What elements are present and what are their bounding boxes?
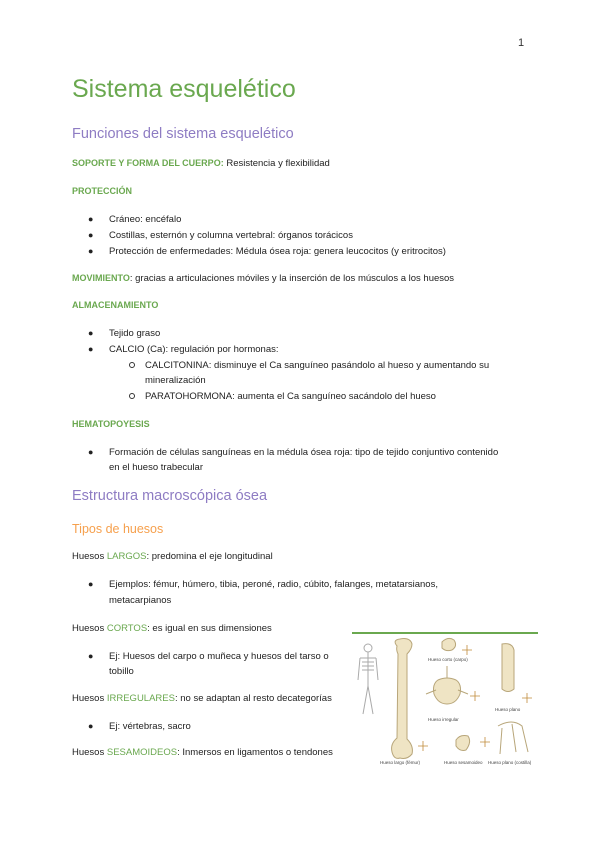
bullet-icon: ● — [88, 230, 94, 240]
soporte-label: SOPORTE Y FORMA DEL CUERPO: — [72, 158, 224, 168]
largos-line: Huesos LARGOS: predomina el eje longitudinal — [72, 551, 273, 562]
bullet-icon: ● — [88, 651, 94, 661]
hematopoyesis-line-2: en el hueso trabecular — [109, 462, 204, 473]
movimiento-line — [72, 272, 454, 285]
soporte-line — [72, 157, 330, 170]
vertebra-icon — [426, 666, 468, 704]
almacenamiento-label: ALMACENAMIENTO — [72, 300, 159, 310]
bullet-icon: ● — [88, 721, 94, 731]
figure-label: Hueso plano — [495, 707, 521, 712]
page-number: 1 — [518, 37, 525, 49]
circle-bullet-icon — [129, 393, 135, 399]
movimiento-text: : gracias a articulaciones móviles y la inserción de los músculos a los huesos — [129, 273, 455, 284]
carpal-bone-icon — [442, 638, 456, 650]
paratohormona-line: PARATOHORMONA: aumenta el Ca sanguíneo sacándolo del hueso — [145, 391, 436, 402]
movimiento-label: MOVIMIENTO — [72, 273, 130, 283]
largos-label: LARGOS — [106, 551, 147, 562]
cortos-line-2: tobillo — [109, 666, 134, 677]
bone-types-figure — [352, 632, 538, 768]
bullet-icon: ● — [88, 328, 94, 338]
calcitonina-line: CALCITONINA: disminuye el Ca sanguíneo pasándolo al hueso y aumentando su — [145, 360, 490, 371]
heading-estructura: Estructura macroscópica ósea — [72, 488, 268, 504]
calcitonina-line-2: mineralización — [145, 375, 206, 386]
subheading-tipos: Tipos de huesos — [72, 522, 164, 536]
skeleton-icon — [358, 644, 378, 714]
bullet-icon: ● — [88, 344, 94, 354]
proteccion-label: PROTECCIÓN — [72, 186, 133, 196]
bullet-icon: ● — [88, 246, 94, 256]
femur-icon — [392, 639, 413, 759]
figure-label: Hueso corto (carpo) — [428, 657, 468, 662]
figure-label: Hueso irregular — [428, 717, 459, 722]
sesamoideos-label: SESAMOIDEOS — [106, 747, 178, 758]
bullet-icon: ● — [88, 447, 94, 457]
largos-line-2: metacarpianos — [109, 595, 172, 606]
irregulares-label: IRREGULARES — [106, 693, 175, 704]
bone-illustration — [352, 634, 538, 768]
cortos-line: Huesos CORTOS: es igual en sus dimensiones — [72, 623, 272, 634]
bullet-icon: ● — [88, 579, 94, 589]
figure-label: Hueso sesamoideo — [444, 760, 483, 765]
figure-label: Hueso largo (fémur) — [380, 760, 421, 765]
figure-label: Hueso plano (costilla) — [488, 760, 532, 765]
soporte-text: Resistencia y flexibilidad — [223, 158, 330, 169]
bullet-icon: ● — [88, 214, 94, 224]
patella-icon — [456, 736, 470, 751]
cortos-label: CORTOS — [106, 623, 148, 634]
circle-bullet-icon — [129, 362, 135, 368]
hematopoyesis-label: HEMATOPOYESIS — [72, 419, 150, 429]
page-title: Sistema esquelético — [72, 75, 296, 103]
heading-funciones: Funciones del sistema esquelético — [72, 126, 294, 142]
rib-bone-icon — [498, 644, 528, 754]
irregulares-line: Huesos IRREGULARES: no se adaptan al resto decategorías — [72, 693, 332, 704]
sesamoideos-line: Huesos SESAMOIDEOS: Inmersos en ligamentos o tendones — [72, 747, 333, 758]
